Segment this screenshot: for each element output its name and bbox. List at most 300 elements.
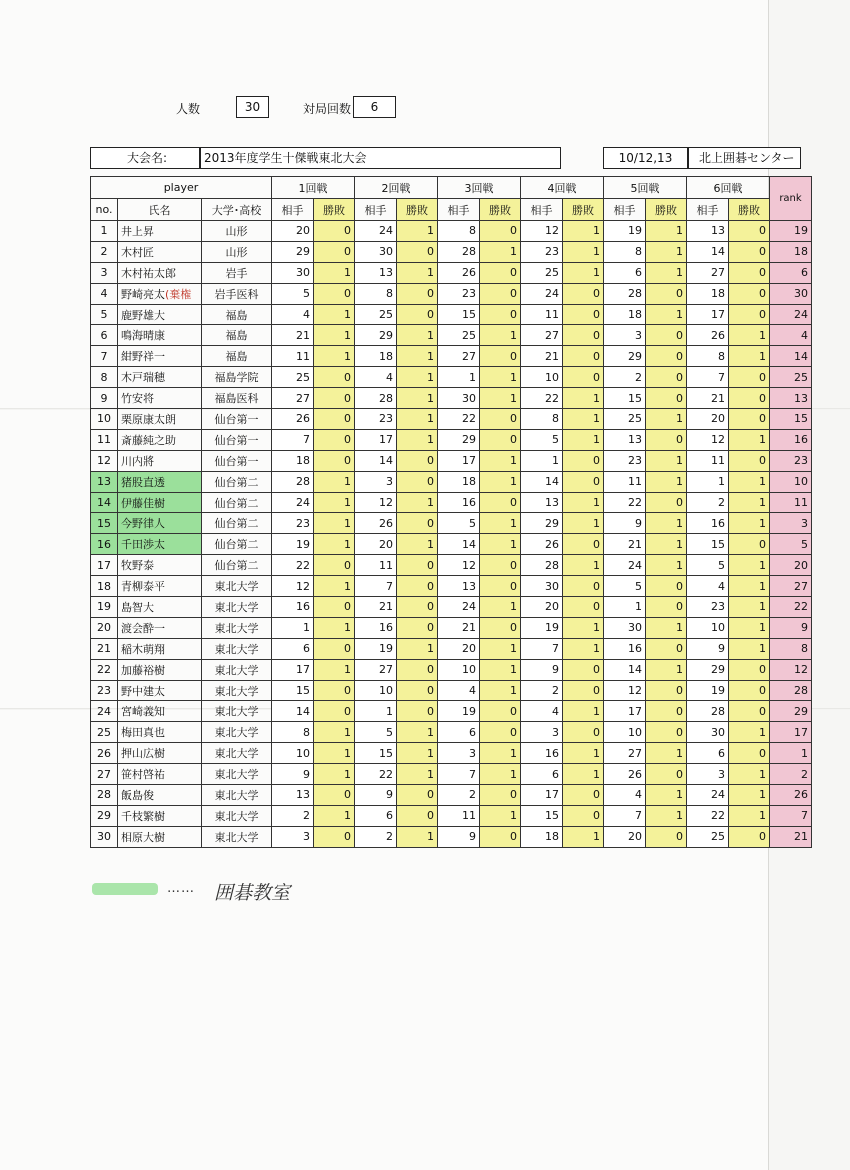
result-cell: 1 xyxy=(646,471,687,492)
result-cell: 1 xyxy=(646,409,687,430)
player-name-text: 相原大樹 xyxy=(121,830,165,844)
rank-header: rank xyxy=(770,177,812,221)
opponent-cell: 2 xyxy=(355,826,397,847)
result-cell: 0 xyxy=(480,701,521,722)
result-cell: 0 xyxy=(646,492,687,513)
result-cell: 0 xyxy=(314,241,355,262)
opponent-cell: 10 xyxy=(604,722,646,743)
player-name-text: 牧野泰 xyxy=(121,559,154,573)
opponent-cell: 18 xyxy=(355,346,397,367)
table-row xyxy=(91,785,812,806)
opponent-cell: 23 xyxy=(438,283,480,304)
result-cell: 1 xyxy=(480,597,521,618)
result-cell: 0 xyxy=(563,346,604,367)
player-name-text: 宮崎義知 xyxy=(121,705,165,719)
player-school: 東北大学 xyxy=(202,617,272,638)
player-name-text: 稲木萌翔 xyxy=(121,642,165,656)
result-cell: 1 xyxy=(563,262,604,283)
result-cell: 0 xyxy=(397,785,438,806)
table-row xyxy=(91,471,812,492)
player-name xyxy=(118,471,202,492)
result-cell: 1 xyxy=(314,471,355,492)
result-cell: 1 xyxy=(314,722,355,743)
opponent-cell: 1 xyxy=(687,471,729,492)
player-school: 岩手医科 xyxy=(202,283,272,304)
player-school: 東北大学 xyxy=(202,638,272,659)
rank-cell: 26 xyxy=(770,785,812,806)
row-number: 18 xyxy=(91,576,118,597)
result-cell: 1 xyxy=(480,388,521,409)
opponent-cell: 6 xyxy=(604,262,646,283)
opponent-cell: 3 xyxy=(604,325,646,346)
player-school: 福島 xyxy=(202,304,272,325)
result-cell: 1 xyxy=(480,367,521,388)
player-school: 東北大学 xyxy=(202,597,272,618)
result-cell: 0 xyxy=(397,241,438,262)
result-cell: 0 xyxy=(314,597,355,618)
result-cell: 0 xyxy=(646,701,687,722)
opponent-cell: 4 xyxy=(438,680,480,701)
result-cell: 0 xyxy=(729,534,770,555)
opponent-cell: 14 xyxy=(687,241,729,262)
result-cell: 1 xyxy=(397,346,438,367)
row-number: 27 xyxy=(91,764,118,785)
opponent-cell: 14 xyxy=(604,659,646,680)
result-cell: 1 xyxy=(646,659,687,680)
result-cell: 1 xyxy=(563,638,604,659)
result-cell: 0 xyxy=(480,785,521,806)
player-name xyxy=(118,534,202,555)
rank-cell: 24 xyxy=(770,304,812,325)
opponent-cell: 27 xyxy=(438,346,480,367)
opponent-cell: 26 xyxy=(521,534,563,555)
opponent-cell: 15 xyxy=(272,680,314,701)
opponent-cell: 6 xyxy=(687,743,729,764)
result-cell: 1 xyxy=(480,513,521,534)
result-cell: 0 xyxy=(480,221,521,242)
player-school: 東北大学 xyxy=(202,701,272,722)
school-header: 大学･高校 xyxy=(202,199,272,221)
result-cell: 0 xyxy=(397,701,438,722)
opponent-cell: 7 xyxy=(521,638,563,659)
opponent-cell: 9 xyxy=(687,638,729,659)
player-name-text: 島智大 xyxy=(121,600,154,614)
row-number: 3 xyxy=(91,262,118,283)
player-name xyxy=(118,555,202,576)
opponent-cell: 5 xyxy=(438,513,480,534)
player-name-text: 青柳泰平 xyxy=(121,580,165,594)
row-number: 21 xyxy=(91,638,118,659)
player-name-text: 野崎亮太 xyxy=(121,287,165,301)
result-cell: 1 xyxy=(397,534,438,555)
rank-cell: 25 xyxy=(770,367,812,388)
opponent-cell: 6 xyxy=(355,805,397,826)
result-cell: 1 xyxy=(397,367,438,388)
opponent-cell: 14 xyxy=(272,701,314,722)
result-cell: 1 xyxy=(563,221,604,242)
table-row xyxy=(91,346,812,367)
opponent-cell: 10 xyxy=(355,680,397,701)
player-name-text: 野中建太 xyxy=(121,684,165,698)
opponent-cell: 12 xyxy=(272,576,314,597)
opponent-cell: 8 xyxy=(272,722,314,743)
opponent-cell: 19 xyxy=(438,701,480,722)
opponent-cell: 18 xyxy=(521,826,563,847)
player-name xyxy=(118,513,202,534)
result-cell: 1 xyxy=(729,555,770,576)
no-header: no. xyxy=(91,199,118,221)
opponent-cell: 18 xyxy=(687,283,729,304)
player-school: 岩手 xyxy=(202,262,272,283)
opponent-cell: 13 xyxy=(604,429,646,450)
opponent-cell: 10 xyxy=(521,367,563,388)
player-school: 東北大学 xyxy=(202,680,272,701)
result-cell: 0 xyxy=(563,576,604,597)
result-cell: 1 xyxy=(563,241,604,262)
result-cell: 0 xyxy=(480,346,521,367)
player-name-text: 笹村啓祐 xyxy=(121,768,165,782)
opponent-cell: 29 xyxy=(355,325,397,346)
opponent-cell: 23 xyxy=(355,409,397,430)
opponent-cell: 4 xyxy=(355,367,397,388)
player-name xyxy=(118,409,202,430)
rank-cell: 22 xyxy=(770,597,812,618)
opponent-cell: 3 xyxy=(687,764,729,785)
result-cell: 1 xyxy=(729,638,770,659)
result-cell: 0 xyxy=(480,555,521,576)
player-school: 山形 xyxy=(202,221,272,242)
opponent-cell: 26 xyxy=(687,325,729,346)
opponent-cell: 19 xyxy=(355,638,397,659)
result-cell: 1 xyxy=(314,492,355,513)
result-cell: 1 xyxy=(397,388,438,409)
result-cell: 1 xyxy=(480,325,521,346)
result-cell: 0 xyxy=(646,764,687,785)
player-name-text: 川内將 xyxy=(121,454,154,468)
rank-cell: 15 xyxy=(770,409,812,430)
table-row xyxy=(91,617,812,638)
opponent-cell: 21 xyxy=(438,617,480,638)
result-cell: 1 xyxy=(314,513,355,534)
opponent-cell: 25 xyxy=(438,325,480,346)
player-name-text: 今野律人 xyxy=(121,517,165,531)
result-cell: 0 xyxy=(646,638,687,659)
opponent-cell: 15 xyxy=(687,534,729,555)
result-cell: 0 xyxy=(314,826,355,847)
table-row xyxy=(91,241,812,262)
opponent-cell: 28 xyxy=(272,471,314,492)
result-cell: 0 xyxy=(314,388,355,409)
result-cell: 1 xyxy=(397,492,438,513)
result-cell: 1 xyxy=(563,743,604,764)
result-cell: 0 xyxy=(563,659,604,680)
opponent-cell: 13 xyxy=(355,262,397,283)
rank-cell: 9 xyxy=(770,617,812,638)
result-cell: 1 xyxy=(563,492,604,513)
player-school: 仙台第二 xyxy=(202,555,272,576)
result-cell: 0 xyxy=(563,367,604,388)
result-cell: 1 xyxy=(563,764,604,785)
result-cell: 0 xyxy=(314,638,355,659)
player-name xyxy=(118,638,202,659)
result-cell: 0 xyxy=(646,367,687,388)
rank-cell: 7 xyxy=(770,805,812,826)
rank-cell: 10 xyxy=(770,471,812,492)
player-name-text: 紺野祥一 xyxy=(121,350,165,364)
result-cell: 0 xyxy=(563,805,604,826)
result-cell: 1 xyxy=(729,785,770,806)
result-cell: 1 xyxy=(314,304,355,325)
player-name xyxy=(118,304,202,325)
rank-cell: 3 xyxy=(770,513,812,534)
opponent-cell: 23 xyxy=(604,450,646,471)
opponent-cell: 30 xyxy=(355,241,397,262)
player-name-text: 栗原康太朗 xyxy=(121,412,176,426)
result-cell: 1 xyxy=(480,534,521,555)
player-name xyxy=(118,429,202,450)
player-school: 仙台第二 xyxy=(202,492,272,513)
result-cell: 0 xyxy=(480,262,521,283)
result-cell: 1 xyxy=(729,346,770,367)
opponent-cell: 24 xyxy=(604,555,646,576)
result-cell: 0 xyxy=(397,450,438,471)
opponent-cell: 26 xyxy=(604,764,646,785)
opponent-cell: 13 xyxy=(438,576,480,597)
result-cell: 0 xyxy=(314,409,355,430)
result-cell: 1 xyxy=(646,555,687,576)
table-row xyxy=(91,534,812,555)
player-school: 福島学院 xyxy=(202,367,272,388)
round-header: 6回戦 xyxy=(687,177,770,199)
result-cell: 1 xyxy=(480,659,521,680)
opponent-cell: 20 xyxy=(521,597,563,618)
opponent-cell: 2 xyxy=(604,367,646,388)
player-name xyxy=(118,659,202,680)
opponent-cell: 25 xyxy=(272,367,314,388)
player-name xyxy=(118,346,202,367)
table-row xyxy=(91,555,812,576)
rounds-label: 対局回数 xyxy=(303,102,352,116)
opponent-cell: 14 xyxy=(355,450,397,471)
opponent-cell: 30 xyxy=(272,262,314,283)
result-cell: 1 xyxy=(397,826,438,847)
table-row xyxy=(91,304,812,325)
results-table xyxy=(90,176,812,848)
opponent-cell: 22 xyxy=(604,492,646,513)
result-cell: 1 xyxy=(314,346,355,367)
player-name xyxy=(118,785,202,806)
opponent-cell: 8 xyxy=(687,346,729,367)
result-cell: 1 xyxy=(480,764,521,785)
player-name xyxy=(118,701,202,722)
opponent-cell: 17 xyxy=(604,701,646,722)
opponent-cell: 29 xyxy=(687,659,729,680)
opponent-cell: 11 xyxy=(355,555,397,576)
player-name-text: 斎藤純之助 xyxy=(121,433,176,447)
result-cell: 0 xyxy=(646,722,687,743)
event-label: 大会名: xyxy=(90,147,200,169)
row-number: 5 xyxy=(91,304,118,325)
row-number: 12 xyxy=(91,450,118,471)
result-cell: 1 xyxy=(480,471,521,492)
opponent-cell: 24 xyxy=(272,492,314,513)
rank-cell: 18 xyxy=(770,241,812,262)
opponent-cell: 18 xyxy=(272,450,314,471)
result-cell: 1 xyxy=(729,429,770,450)
opponent-cell: 20 xyxy=(604,826,646,847)
player-school: 福島医科 xyxy=(202,388,272,409)
opponent-cell: 29 xyxy=(438,429,480,450)
result-cell: 1 xyxy=(563,701,604,722)
row-number: 6 xyxy=(91,325,118,346)
result-cell: 1 xyxy=(480,638,521,659)
result-cell: 0 xyxy=(646,576,687,597)
opponent-cell: 19 xyxy=(272,534,314,555)
opponent-cell: 29 xyxy=(272,241,314,262)
result-cell: 1 xyxy=(563,388,604,409)
opponent-cell: 29 xyxy=(521,513,563,534)
result-cell: 0 xyxy=(480,409,521,430)
result-cell: 1 xyxy=(397,429,438,450)
row-number: 28 xyxy=(91,785,118,806)
result-cell: 0 xyxy=(729,659,770,680)
result-cell: 1 xyxy=(646,743,687,764)
table-row xyxy=(91,450,812,471)
player-school: 仙台第一 xyxy=(202,429,272,450)
opponent-cell: 30 xyxy=(687,722,729,743)
rank-cell: 17 xyxy=(770,722,812,743)
opponent-cell: 6 xyxy=(438,722,480,743)
opponent-cell: 22 xyxy=(521,388,563,409)
player-name xyxy=(118,367,202,388)
opponent-cell: 2 xyxy=(438,785,480,806)
result-cell: 1 xyxy=(646,450,687,471)
result-cell: 1 xyxy=(314,743,355,764)
result-cell: 1 xyxy=(729,617,770,638)
result-cell: 1 xyxy=(563,826,604,847)
player-group-header: player xyxy=(91,177,272,199)
result-cell: 1 xyxy=(646,805,687,826)
player-name xyxy=(118,826,202,847)
opponent-cell: 26 xyxy=(355,513,397,534)
table-row xyxy=(91,325,812,346)
rank-cell: 13 xyxy=(770,388,812,409)
round-header: 2回戦 xyxy=(355,177,438,199)
row-number: 16 xyxy=(91,534,118,555)
opponent-cell: 9 xyxy=(438,826,480,847)
rank-cell: 1 xyxy=(770,743,812,764)
result-cell: 1 xyxy=(314,659,355,680)
result-cell: 0 xyxy=(729,409,770,430)
result-cell: 1 xyxy=(646,534,687,555)
opponent-cell: 3 xyxy=(272,826,314,847)
opponent-cell: 21 xyxy=(272,325,314,346)
opponent-cell: 22 xyxy=(438,409,480,430)
row-number: 8 xyxy=(91,367,118,388)
row-number: 17 xyxy=(91,555,118,576)
opponent-cell: 27 xyxy=(687,262,729,283)
result-cell: 0 xyxy=(563,597,604,618)
rank-cell: 4 xyxy=(770,325,812,346)
result-cell: 0 xyxy=(480,429,521,450)
result-cell: 0 xyxy=(729,262,770,283)
opponent-cell: 24 xyxy=(355,221,397,242)
result-cell: 1 xyxy=(729,471,770,492)
result-cell: 1 xyxy=(314,576,355,597)
count-label: 人数 xyxy=(176,102,201,116)
opponent-cell: 21 xyxy=(604,534,646,555)
opponent-cell: 12 xyxy=(355,492,397,513)
result-cell: 0 xyxy=(729,283,770,304)
result-cell: 0 xyxy=(563,680,604,701)
player-school: 東北大学 xyxy=(202,576,272,597)
player-school: 仙台第二 xyxy=(202,471,272,492)
result-cell: 0 xyxy=(646,283,687,304)
opponent-cell: 16 xyxy=(272,597,314,618)
player-name xyxy=(118,576,202,597)
result-header: 勝敗 xyxy=(563,199,604,221)
opponent-cell: 16 xyxy=(438,492,480,513)
result-cell: 1 xyxy=(729,576,770,597)
rank-cell: 19 xyxy=(770,221,812,242)
opponent-header: 相手 xyxy=(604,199,646,221)
opponent-cell: 19 xyxy=(521,617,563,638)
result-cell: 0 xyxy=(314,450,355,471)
round-header: 3回戦 xyxy=(438,177,521,199)
result-cell: 1 xyxy=(646,304,687,325)
opponent-cell: 20 xyxy=(438,638,480,659)
result-cell: 0 xyxy=(563,450,604,471)
result-cell: 1 xyxy=(397,409,438,430)
table-row xyxy=(91,638,812,659)
opponent-cell: 3 xyxy=(438,743,480,764)
result-cell: 0 xyxy=(480,283,521,304)
table-row xyxy=(91,743,812,764)
rank-cell: 12 xyxy=(770,659,812,680)
row-number: 10 xyxy=(91,409,118,430)
result-cell: 0 xyxy=(563,283,604,304)
result-cell: 1 xyxy=(397,743,438,764)
result-header: 勝敗 xyxy=(646,199,687,221)
result-cell: 0 xyxy=(646,597,687,618)
player-school: 仙台第一 xyxy=(202,450,272,471)
row-number: 25 xyxy=(91,722,118,743)
row-number: 14 xyxy=(91,492,118,513)
opponent-cell: 28 xyxy=(438,241,480,262)
player-name-text: 猪股直透 xyxy=(121,475,165,489)
result-cell: 0 xyxy=(646,388,687,409)
opponent-cell: 7 xyxy=(687,367,729,388)
opponent-cell: 20 xyxy=(687,409,729,430)
opponent-header: 相手 xyxy=(438,199,480,221)
opponent-cell: 27 xyxy=(272,388,314,409)
opponent-cell: 10 xyxy=(438,659,480,680)
result-header: 勝敗 xyxy=(729,199,770,221)
player-name xyxy=(118,617,202,638)
result-cell: 1 xyxy=(646,617,687,638)
result-cell: 0 xyxy=(480,617,521,638)
player-school: 東北大学 xyxy=(202,743,272,764)
result-cell: 1 xyxy=(480,680,521,701)
result-cell: 0 xyxy=(729,826,770,847)
result-cell: 1 xyxy=(314,805,355,826)
result-cell: 0 xyxy=(397,680,438,701)
result-cell: 0 xyxy=(729,241,770,262)
result-cell: 1 xyxy=(729,513,770,534)
opponent-cell: 16 xyxy=(604,638,646,659)
opponent-cell: 9 xyxy=(521,659,563,680)
opponent-cell: 9 xyxy=(355,785,397,806)
